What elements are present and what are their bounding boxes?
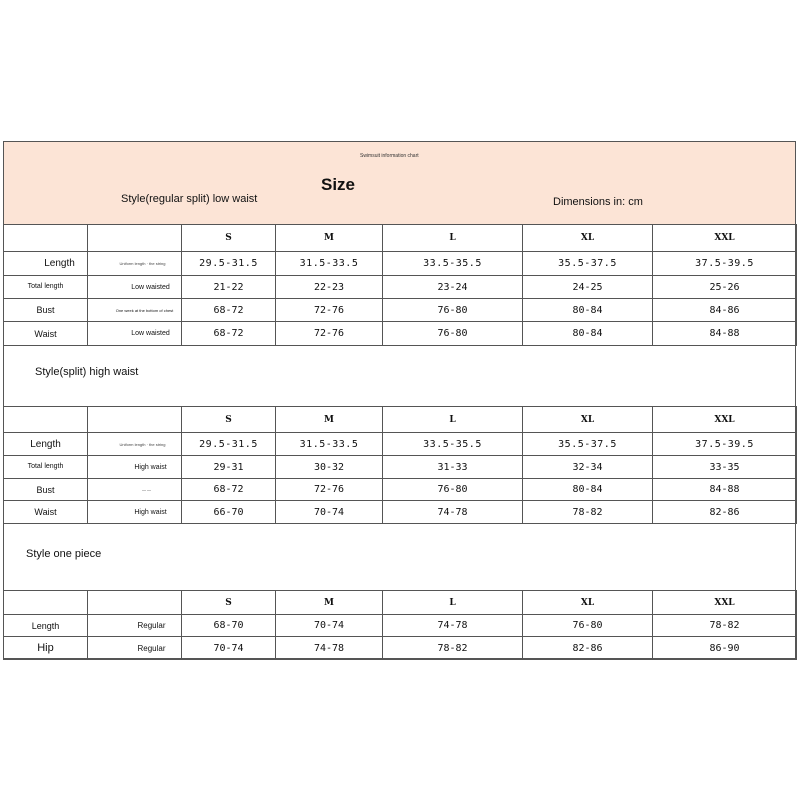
value-cell: 35.5-37.5: [523, 433, 653, 456]
value-cell: 68-72: [182, 479, 276, 501]
value-cell: 70-74: [276, 615, 383, 637]
value-cell: 72-76: [276, 322, 383, 346]
table-row: [4, 615, 797, 637]
value-cell: 23-24: [383, 276, 523, 299]
row-note: Uniform length · the string: [88, 433, 182, 456]
row-label: Total length: [4, 276, 88, 299]
value-cell: 86-90: [653, 637, 797, 660]
value-cell: 74-78: [383, 615, 523, 637]
section3-title: Style one piece: [26, 548, 102, 560]
value-cell: 22-23: [276, 276, 383, 299]
section1-header-row: [4, 225, 797, 252]
value-cell: 80-84: [523, 479, 653, 501]
size-header-l: L: [383, 225, 523, 252]
value-cell: 80-84: [523, 299, 653, 322]
row-note: Low waisted: [88, 322, 182, 346]
size-header-m: M: [276, 225, 383, 252]
row-note: One week at the bottom of chest: [88, 299, 182, 322]
value-cell: 32-34: [523, 456, 653, 479]
value-cell: 68-72: [182, 299, 276, 322]
row-note: Regular: [88, 637, 182, 660]
size-header-l: L: [383, 407, 523, 433]
row-label: Bust: [4, 479, 88, 501]
value-cell: 84-88: [653, 479, 797, 501]
row-label: Waist: [4, 322, 88, 346]
value-cell: 78-82: [523, 501, 653, 524]
value-cell: 29.5-31.5: [182, 252, 276, 276]
value-cell: 30-32: [276, 456, 383, 479]
value-cell: 33.5-35.5: [383, 433, 523, 456]
row-label: Total length: [4, 456, 88, 479]
value-cell: 72-76: [276, 299, 383, 322]
size-header-xl: XL: [523, 407, 653, 433]
table-row: [4, 252, 797, 276]
size-header-xxl: XXL: [653, 225, 797, 252]
header-band: [4, 142, 795, 224]
dimensions-label: Dimensions in: cm: [553, 196, 643, 208]
value-cell: 78-82: [653, 615, 797, 637]
row-label: Length: [4, 433, 88, 456]
value-cell: 33.5-35.5: [383, 252, 523, 276]
value-cell: 31.5-33.5: [276, 433, 383, 456]
section3-header-row: [4, 591, 797, 615]
value-cell: 33-35: [653, 456, 797, 479]
table-row: [4, 501, 797, 524]
empty-header-cell: [4, 591, 88, 615]
empty-header-cell: [4, 225, 88, 252]
value-cell: 82-86: [653, 501, 797, 524]
value-cell: 31-33: [383, 456, 523, 479]
size-header-xl: XL: [523, 591, 653, 615]
size-header-xxl: XXL: [653, 591, 797, 615]
value-cell: 29.5-31.5: [182, 433, 276, 456]
row-label: Length: [4, 615, 88, 637]
value-cell: 84-86: [653, 299, 797, 322]
value-cell: 70-74: [182, 637, 276, 660]
value-cell: 72-76: [276, 479, 383, 501]
empty-header-cell: [4, 407, 88, 433]
value-cell: 21-22: [182, 276, 276, 299]
size-header-s: S: [182, 225, 276, 252]
value-cell: 80-84: [523, 322, 653, 346]
empty-header-cell: [88, 407, 182, 433]
value-cell: 82-86: [523, 637, 653, 660]
value-cell: 70-74: [276, 501, 383, 524]
size-header-m: M: [276, 407, 383, 433]
value-cell: 31.5-33.5: [276, 252, 383, 276]
size-header-s: S: [182, 407, 276, 433]
value-cell: 76-80: [383, 479, 523, 501]
table-row: [4, 322, 797, 346]
value-cell: 76-80: [523, 615, 653, 637]
row-note: — —: [88, 479, 182, 501]
table-row: [4, 276, 797, 299]
section1-table: [3, 224, 797, 346]
row-label: Length: [4, 252, 88, 276]
value-cell: 74-78: [276, 637, 383, 660]
size-header-xxl: XXL: [653, 407, 797, 433]
row-label: Waist: [4, 501, 88, 524]
row-label: Bust: [4, 299, 88, 322]
section1-title: Style(regular split) low waist: [121, 193, 258, 205]
value-cell: 25-26: [653, 276, 797, 299]
sub-info-text: Swimsuit information chart: [360, 153, 419, 159]
section2-title: Style(split) high waist: [35, 366, 139, 378]
section3-table: [3, 590, 797, 660]
value-cell: 68-70: [182, 615, 276, 637]
table-row: [4, 433, 797, 456]
table-row: [4, 299, 797, 322]
table-row: [4, 479, 797, 501]
value-cell: 37.5-39.5: [653, 252, 797, 276]
value-cell: 74-78: [383, 501, 523, 524]
row-note: Low waisted: [88, 276, 182, 299]
size-header-xl: XL: [523, 225, 653, 252]
size-chart-sheet: [3, 141, 796, 659]
value-cell: 24-25: [523, 276, 653, 299]
empty-header-cell: [88, 225, 182, 252]
value-cell: 37.5-39.5: [653, 433, 797, 456]
row-note: Uniform length · the string: [88, 252, 182, 276]
section2-table: [3, 406, 797, 524]
value-cell: 76-80: [383, 322, 523, 346]
chart-title: Size: [321, 175, 356, 194]
row-label: Hip: [4, 637, 88, 660]
size-header-s: S: [182, 591, 276, 615]
value-cell: 66-70: [182, 501, 276, 524]
size-header-m: M: [276, 591, 383, 615]
value-cell: 68-72: [182, 322, 276, 346]
value-cell: 29-31: [182, 456, 276, 479]
size-header-l: L: [383, 591, 523, 615]
value-cell: 78-82: [383, 637, 523, 660]
section2-header-row: [4, 407, 797, 433]
table-row: [4, 637, 797, 660]
row-note: Regular: [88, 615, 182, 637]
value-cell: 35.5-37.5: [523, 252, 653, 276]
row-note: High waist: [88, 501, 182, 524]
value-cell: 84-88: [653, 322, 797, 346]
row-note: High waist: [88, 456, 182, 479]
empty-header-cell: [88, 591, 182, 615]
value-cell: 76-80: [383, 299, 523, 322]
table-row: [4, 456, 797, 479]
